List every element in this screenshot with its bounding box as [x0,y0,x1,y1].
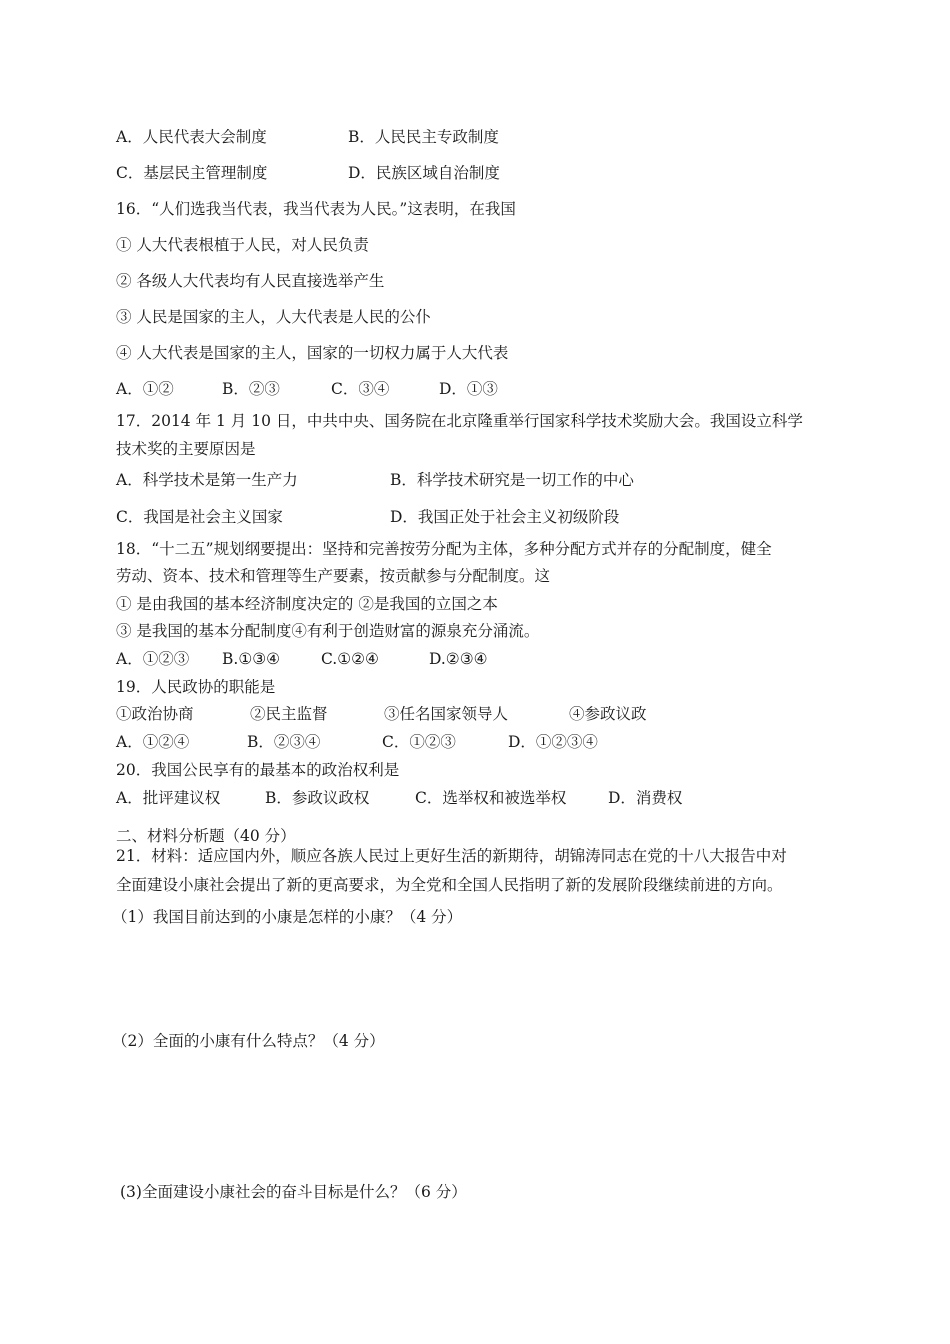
q19-stem: 19．人民政协的职能是 [116,678,276,696]
q17-option-d: D．我国正处于社会主义初级阶段 [390,508,620,526]
q18-statements-1-2: ① 是由我国的基本经济制度决定的 ②是我国的立国之本 [116,595,498,613]
q20-stem: 20．我国公民享有的最基本的政治权利是 [116,761,400,779]
q16-option-c: C．③④ [331,380,390,398]
q19-option-a: A．①②④ [116,733,190,751]
q17-stem-line-1: 17．2014 年 1 月 10 日，中共中央、国务院在北京隆重举行国家科学技术奖励大会。我国设立科学 [116,412,803,430]
q19-option-b: B．②③④ [247,733,321,751]
q15-option-b: B．人民民主专政制度 [348,128,499,146]
q20-option-d: D．消费权 [608,789,683,807]
q20-option-a: A．批评建议权 [116,789,221,807]
q21-part-1: （1）我国目前达到的小康是怎样的小康？（4 分） [112,908,463,926]
q15-option-c: C．基层民主管理制度 [116,164,268,182]
q17-option-b: B．科学技术研究是一切工作的中心 [390,471,634,489]
q18-option-d: D.②③④ [429,650,488,668]
q19-statement-4: ④参政议政 [569,705,647,723]
q16-stem: 16．“人们选我当代表，我当代表为人民。”这表明，在我国 [116,200,516,218]
q18-stem-line-1: 18．“十二五”规划纲要提出：坚持和完善按劳分配为主体，多种分配方式并存的分配制度，健全 [116,540,772,558]
q16-statement-1: ① 人大代表根植于人民，对人民负责 [116,236,369,254]
q16-option-d: D．①③ [439,380,498,398]
q18-option-a: A．①②③ [116,650,190,668]
q19-statement-3: ③任名国家领导人 [384,705,509,723]
q19-statement-1: ①政治协商 [116,705,194,723]
q17-option-a: A．科学技术是第一生产力 [116,471,298,489]
q16-option-b: B．②③ [222,380,280,398]
section-2-heading: 二、材料分析题（40 分） [116,827,296,845]
q18-statements-3-4: ③ 是我国的基本分配制度④有利于创造财富的源泉充分涌流。 [116,622,540,640]
q16-statement-4: ④ 人大代表是国家的主人，国家的一切权力属于人大代表 [116,344,509,362]
q21-part-2: （2）全面的小康有什么特点？（4 分） [112,1032,385,1050]
q16-statement-3: ③ 人民是国家的主人，人大代表是人民的公仆 [116,308,431,326]
q20-option-b: B．参政议政权 [265,789,370,807]
q19-option-c: C．①②③ [382,733,456,751]
q16-statement-2: ② 各级人大代表均有人民直接选举产生 [116,272,385,290]
q19-option-d: D．①②③④ [508,733,598,751]
q15-option-d: D．民族区域自治制度 [348,164,500,182]
q21-stem-line-2: 全面建设小康社会提出了新的更高要求，为全党和全国人民指明了新的发展阶段继续前进的方向。 [116,876,783,894]
q17-option-c: C．我国是社会主义国家 [116,508,283,526]
q18-stem-line-2: 劳动、资本、技术和管理等生产要素，按贡献参与分配制度。这 [116,567,551,585]
q18-option-c: C.①②④ [321,650,379,668]
q19-statement-2: ②民主监督 [250,705,328,723]
q16-option-a: A．①② [116,380,174,398]
q17-stem-line-2: 技术奖的主要原因是 [116,440,256,458]
q15-option-a: A．人民代表大会制度 [116,128,267,146]
q21-part-3: (3)全面建设小康社会的奋斗目标是什么？（6 分） [120,1183,467,1201]
q18-option-b: B.①③④ [222,650,281,668]
q21-stem-line-1: 21．材料：适应国内外，顺应各族人民过上更好生活的新期待，胡锦涛同志在党的十八大报告中对 [116,847,787,865]
q20-option-c: C．选举权和被选举权 [415,789,567,807]
